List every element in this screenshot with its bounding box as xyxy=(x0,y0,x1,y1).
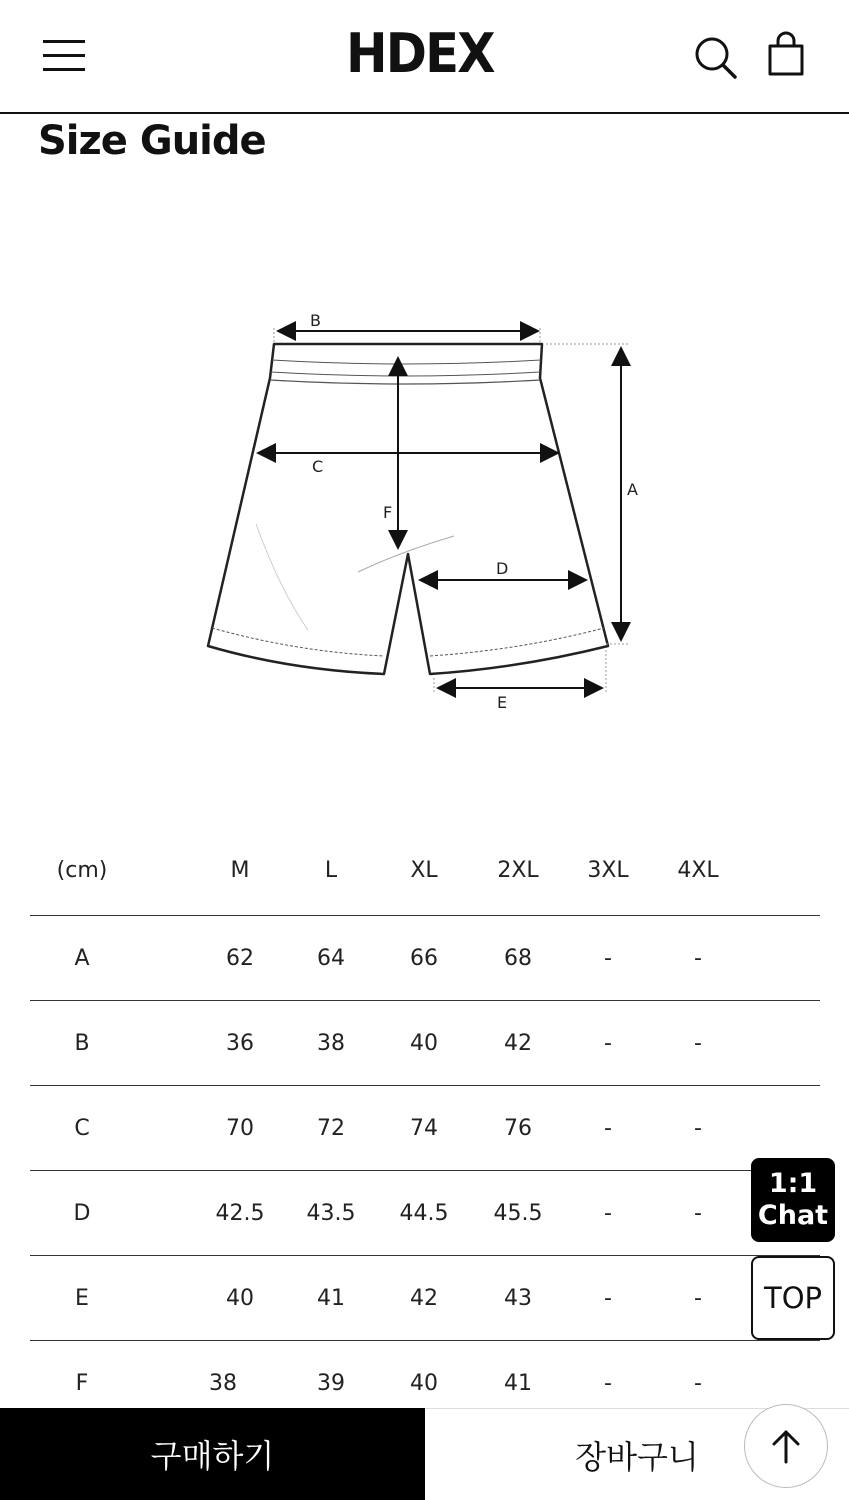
row-label: A xyxy=(74,945,90,971)
table-cell: 38 xyxy=(317,1030,345,1056)
chat-label-line2: Chat xyxy=(757,1200,829,1231)
table-cell: 72 xyxy=(317,1115,345,1141)
label-e: E xyxy=(497,693,508,712)
table-cell: 62 xyxy=(226,945,254,971)
table-cell: - xyxy=(604,1285,612,1311)
hamburger-menu-icon xyxy=(43,40,85,43)
column-header: 2XL xyxy=(497,858,539,883)
table-row xyxy=(30,1086,820,1171)
column-header: L xyxy=(324,858,338,883)
search-icon xyxy=(690,32,740,82)
scroll-top-button[interactable] xyxy=(744,1404,828,1488)
bottom-action-bar xyxy=(0,1408,849,1500)
row-label: F xyxy=(75,1371,89,1396)
row-label: B xyxy=(74,1030,90,1056)
label-f: F xyxy=(383,503,393,522)
table-cell: 38 xyxy=(209,1371,237,1396)
chat-button[interactable] xyxy=(751,1158,835,1242)
row-label: D xyxy=(73,1200,91,1226)
table-row xyxy=(30,1001,820,1086)
table-cell: - xyxy=(604,1030,612,1056)
shorts-measurement-diagram xyxy=(190,300,650,720)
label-c: C xyxy=(312,457,324,476)
cart-button[interactable] xyxy=(762,30,810,82)
table-cell: 74 xyxy=(410,1115,438,1141)
table-cell: 42.5 xyxy=(215,1200,265,1226)
table-cell: 42 xyxy=(410,1285,438,1311)
table-cell: 36 xyxy=(226,1030,254,1056)
table-cell: 44.5 xyxy=(399,1200,449,1226)
column-header: M xyxy=(230,858,250,883)
table-cell: - xyxy=(694,1285,702,1311)
table-cell: - xyxy=(604,1371,612,1396)
size-table xyxy=(30,826,820,1426)
table-row xyxy=(30,916,820,1001)
table-cell: - xyxy=(694,1371,702,1396)
label-b: B xyxy=(310,311,321,330)
column-header: 4XL xyxy=(677,858,719,883)
table-cell: 70 xyxy=(226,1115,254,1141)
label-a: A xyxy=(627,480,638,499)
table-cell: - xyxy=(694,1030,702,1056)
table-header-row xyxy=(30,826,820,916)
table-cell: - xyxy=(604,1115,612,1141)
row-label: E xyxy=(75,1285,89,1311)
shopping-bag-icon xyxy=(762,30,810,82)
table-cell: 66 xyxy=(410,945,438,971)
table-cell: 40 xyxy=(226,1285,254,1311)
label-d: D xyxy=(496,559,509,578)
chat-label-line1: 1:1 xyxy=(768,1168,818,1199)
add-to-cart-button[interactable]: 장바구니 xyxy=(425,1408,849,1500)
table-cell: 45.5 xyxy=(493,1200,543,1226)
row-label: C xyxy=(74,1115,90,1141)
search-button[interactable] xyxy=(690,32,740,82)
table-cell: 41 xyxy=(317,1285,345,1311)
buy-button[interactable]: 구매하기 xyxy=(0,1408,425,1500)
table-cell: - xyxy=(694,1115,702,1141)
table-cell: 41 xyxy=(504,1371,532,1396)
column-header: XL xyxy=(410,858,438,883)
table-row xyxy=(30,1256,820,1341)
table-cell: 39 xyxy=(317,1371,345,1396)
table-cell: - xyxy=(604,945,612,971)
app-header xyxy=(0,0,849,114)
table-cell: 76 xyxy=(504,1115,532,1141)
table-cell: - xyxy=(694,945,702,971)
table-cell: 40 xyxy=(410,1030,438,1056)
column-header: 3XL xyxy=(587,858,629,883)
menu-button[interactable] xyxy=(40,36,88,76)
brand-logo[interactable]: HDEX xyxy=(346,22,494,85)
table-cell: 68 xyxy=(504,945,532,971)
arrow-up-icon xyxy=(766,1426,806,1466)
table-cell: 40 xyxy=(410,1371,438,1396)
table-cell: 43.5 xyxy=(306,1200,356,1226)
table-cell: - xyxy=(604,1200,612,1226)
unit-label: (cm) xyxy=(56,858,108,883)
table-cell: 42 xyxy=(504,1030,532,1056)
table-row xyxy=(30,1171,820,1256)
top-button[interactable]: TOP xyxy=(751,1256,835,1340)
table-cell: 43 xyxy=(504,1285,532,1311)
table-cell: 64 xyxy=(317,945,345,971)
table-cell: - xyxy=(694,1200,702,1226)
page-title: Size Guide xyxy=(38,118,266,164)
